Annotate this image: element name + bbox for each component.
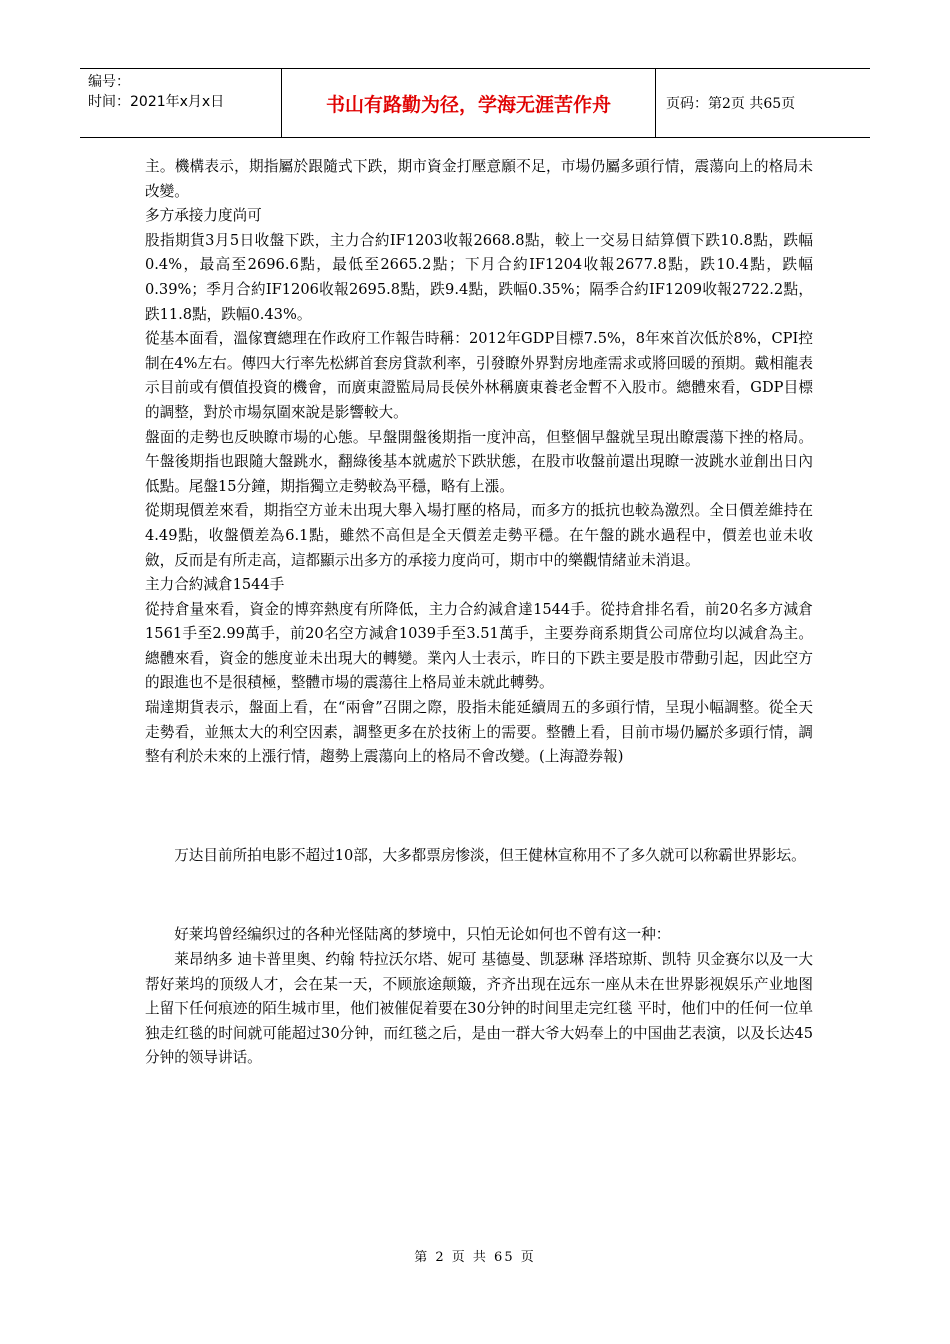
page-footer: 第 2 页 共 65 页 bbox=[414, 1250, 536, 1265]
paragraph: 好莱坞曾经编织过的各种光怪陆离的梦境中，只怕无论如何也不曾有这一种： bbox=[174, 926, 671, 944]
paragraph: 瑞達期貨表示，盤面上看，在“兩會”召開之際，股指未能延續周五的多頭行情，呈現小幅調整。從全天走勢看，並無太大的利空因素，調整更多在於技術上的需要。整體上看，目前市場仍屬於多頭行情，調整有利於未來的上漲行情，趨勢上震蕩向上的格局不會改變。(上海證券報) bbox=[145, 699, 813, 766]
header-meta bbox=[80, 69, 282, 137]
paragraph: 股指期貨3月5日收盤下跌，主力合約IF1203收報2668.8點，較上一交易日結算價下跌10.8點，跌幅0.4%，最高至2696.6點，最低至2665.2點；下月合約IF1204收報2677.8點，跌10.4點，跌幅0.39%；季月合約IF1206收報2695.8點，跌9.4點，跌幅0.35%；隔季合約IF1209收報2722.2點，跌11.8點，跌幅0.43%。 bbox=[145, 231, 813, 323]
paragraph: 從期現價差來看，期指空方並未出現大舉入場打壓的格局，而多方的抵抗也較為激烈。全日價差維持在4.49點，收盤價差為6.1點，雖然不高但是全天價差走勢平穩。在午盤的跳水過程中，價差也並未收斂，反而是有所走高，這都顯示出多方的承接力度尚可，期市中的樂觀情緒並未消退。 bbox=[145, 502, 813, 569]
section-heading: 主力合約減倉1544手 bbox=[145, 576, 285, 594]
spacer bbox=[145, 770, 813, 844]
section-heading: 多方承接力度尚可 bbox=[145, 207, 262, 225]
paragraph: 從持倉量來看，資金的博弈熱度有所降低，主力合約減倉達1544手。從持倉排名看，前20名多方減倉1561手至2.99萬手，前20名空方減倉1039手至3.51萬手，主要券商系期貨公司席位均以減倉為主。總體來看，資金的態度並未出現大的轉變。業內人士表示，昨日的下跌主要是股市帶動引起，因此空方的跟進也不是很積極，整體市場的震蕩往上格局並未就此轉勢。 bbox=[145, 600, 813, 692]
page-header bbox=[80, 68, 870, 138]
paragraph: 莱昂纳多 迪卡普里奥、约翰 特拉沃尔塔、妮可 基德曼、凯瑟琳 泽塔琼斯、凯特 贝金赛尔以及一大帮好莱坞的顶级人才，会在某一天，不顾旅途颠簸，齐齐出现在远东一座从未在世界影视娱乐产业地图上留下任何痕迹的陌生城市里，他们被催促着要在30分钟的时间里走完红毯 平时，他们中的任何一位单独走红毯的时间就可能超过30分钟，而红毯之后，是由一群大爷大妈奉上的中国曲艺表演，以及长达45分钟的领导讲话。 bbox=[145, 951, 813, 1067]
header-motto: 书山有路勤为径，学海无涯苦作舟 bbox=[282, 69, 656, 137]
time-label: 时间：2021年x月x日 bbox=[88, 94, 225, 110]
paragraph: 從基本面看，溫傢寶總理在作政府工作報告時稱：2012年GDP目標7.5%，8年來首次低於8%，CPI控制在4%左右。傳四大行率先松綁首套房貸款利率，引發瞭外界對房地產需求或將回暖的預期。戴相龍表示目前或有價值投資的機會，而廣東證監局局長侯外林稱廣東養老金暫不入股市。總體來看，GDP目標的調整，對於市場氛圍來說是影響較大。 bbox=[145, 330, 813, 421]
document-body bbox=[145, 155, 813, 1071]
spacer bbox=[145, 868, 813, 923]
paragraph: 主。機構表示，期指屬於跟隨式下跌，期市資金打壓意願不足，市場仍屬多頭行情，震蕩向上的格局未改變。 bbox=[145, 158, 813, 200]
code-label: 编号： bbox=[88, 74, 130, 90]
paragraph: 盤面的走勢也反映瞭市場的心態。早盤開盤後期指一度沖高，但整個早盤就呈現出瞭震蕩下挫的格局。午盤後期指也跟隨大盤跳水，翻綠後基本就處於下跌狀態，在股市收盤前還出現瞭一波跳水並創出日內低點。尾盤15分鐘，期指獨立走勢較為平穩，略有上漲。 bbox=[145, 428, 813, 495]
header-page-info: 页码：第2页 共65页 bbox=[666, 96, 796, 112]
paragraph: 万达目前所拍电影不超过10部，大多都票房惨淡，但王健林宣称用不了多久就可以称霸世界影坛。 bbox=[174, 846, 806, 864]
